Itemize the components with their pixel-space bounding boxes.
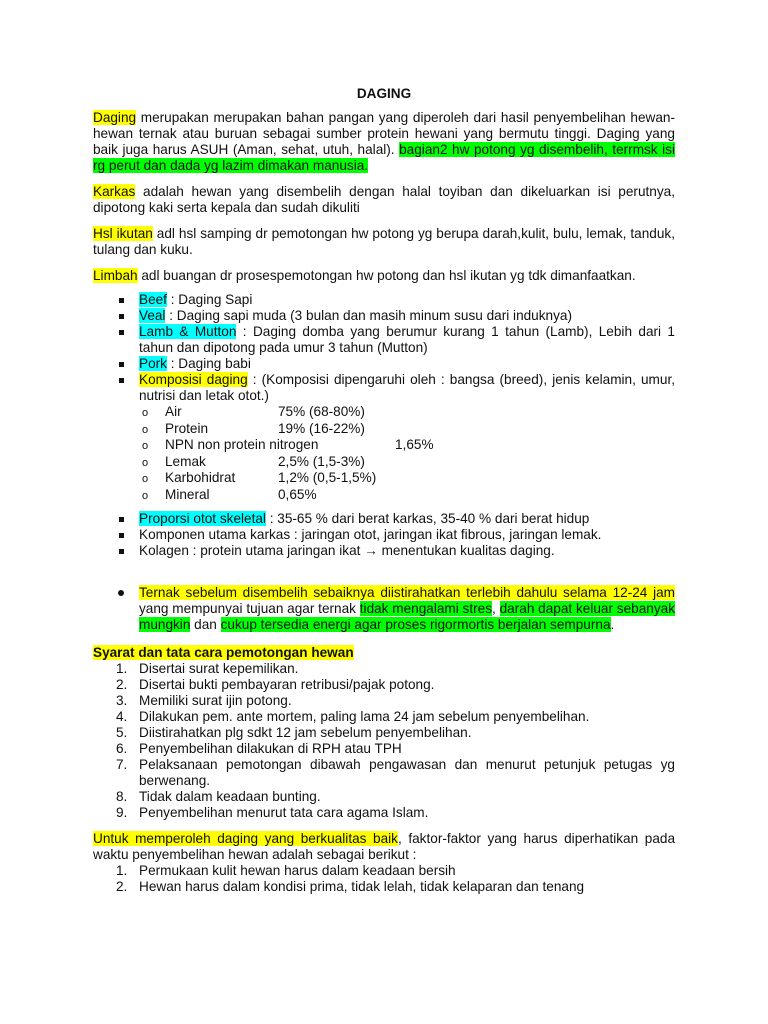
list-item xyxy=(93,789,675,805)
item-number: 3. xyxy=(116,693,128,708)
hsl-ikutan-text: adl hsl samping dr pemotongan hw potong yg berupa darah,kulit, bulu, lemak, tanduk, tulang dan kuku. xyxy=(93,226,675,257)
list-item-kolagen: Kolagen : protein utama jaringan ikat → menentukan kualitas daging. xyxy=(93,543,675,559)
item-number: 7. xyxy=(116,757,128,772)
syarat-list xyxy=(93,661,675,821)
kualitas-list xyxy=(93,863,675,895)
paragraph-hsl-ikutan xyxy=(93,226,675,258)
paragraph-daging xyxy=(93,110,675,174)
list-item xyxy=(93,725,675,741)
term-komposisi: Komposisi daging xyxy=(139,372,248,387)
proporsi-text: : 35-65 % dari berat karkas, 35-40 % dari berat hidup xyxy=(265,511,590,526)
composition-name: Air xyxy=(165,404,182,419)
syarat-heading-text: Syarat dan tata cara pemotongan hewan xyxy=(93,645,354,660)
ternak-highlight-blood: darah dapat keluar sebanyak mungkin xyxy=(139,601,676,632)
document-body xyxy=(93,86,675,895)
item-number: 4. xyxy=(116,709,128,724)
list-item xyxy=(93,677,675,693)
composition-row xyxy=(139,421,675,438)
composition-name: Karbohidrat xyxy=(165,470,236,485)
term-proporsi: Proporsi otot skeletal xyxy=(139,511,266,526)
term-beef: Beef xyxy=(139,292,167,307)
item-text: Memiliki surat ijin potong. xyxy=(139,693,292,708)
item-text: Disertai surat kepemilikan. xyxy=(139,661,299,676)
composition-list xyxy=(139,404,675,503)
composition-value: 75% (68-80%) xyxy=(278,404,365,419)
item-number: 5. xyxy=(116,725,128,740)
item-number: 9. xyxy=(116,805,128,820)
lamb-mutton-text: : Daging domba yang berumur kurang 1 tahun (Lamb), Lebih dari 1 tahun dan dipotong pada umur 3 tahun (Mutton) xyxy=(139,324,675,355)
item-number: 6. xyxy=(116,741,128,756)
list-item xyxy=(93,693,675,709)
term-daging: Daging xyxy=(93,110,137,125)
composition-value: 0,65% xyxy=(278,486,317,502)
list-item-beef xyxy=(93,292,675,308)
document-title: DAGING xyxy=(356,86,412,101)
list-item xyxy=(93,863,675,879)
term-veal: Veal xyxy=(139,308,166,323)
composition-row xyxy=(139,487,675,504)
meat-types-list xyxy=(93,292,675,559)
pork-text: : Daging babi xyxy=(166,356,251,371)
composition-name: Protein xyxy=(165,420,209,436)
item-text: Pelaksanaan pemotongan dibawah pengawasan dan menurut petunjuk petugas yg berwenang. xyxy=(139,757,675,788)
item-number: 1. xyxy=(116,863,128,878)
list-item-veal xyxy=(93,308,675,324)
item-number: 1. xyxy=(116,661,128,676)
item-text: Dilakukan pem. ante mortem, paling lama 24 jam sebelum penyembelihan. xyxy=(139,709,590,724)
beef-text: : Daging Sapi xyxy=(166,292,253,307)
item-text: Penyembelihan dilakukan di RPH atau TPH xyxy=(139,741,402,756)
item-number: 8. xyxy=(116,789,128,804)
ternak-text: yang mempunyai tujuan agar ternak xyxy=(139,601,360,616)
komposisi-text: : (Komposisi dipengaruhi oleh : bangsa (breed), jenis kelamin, umur, nutrisi dan letak otot.) xyxy=(139,372,675,403)
paragraph-kualitas xyxy=(93,831,675,863)
list-item-pork xyxy=(93,356,675,372)
limbah-text: adl buangan dr prosespemotongan hw potong dan hsl ikutan yg tdk dimanfaatkan. xyxy=(137,268,636,283)
ternak-list xyxy=(93,585,675,633)
item-text: Disertai bukti pembayaran retribusi/pajak potong. xyxy=(139,677,435,692)
composition-name: Lemak xyxy=(165,453,206,469)
composition-row xyxy=(139,470,675,487)
spacer xyxy=(139,503,675,511)
composition-value: 19% (16-22%) xyxy=(278,420,365,436)
composition-name: Mineral xyxy=(165,486,210,502)
kualitas-text: , faktor-faktor yang harus diperhatikan pada waktu penyembelihan hewan adalah sebagai berikut : xyxy=(93,831,675,862)
ternak-text: , xyxy=(492,601,500,616)
ternak-highlight-rest: Ternak sebelum disembelih sebaiknya diistirahatkan terlebih dahulu selama 12-24 jam xyxy=(139,585,675,600)
item-number: 2. xyxy=(116,677,128,692)
list-item-lamb-mutton xyxy=(93,324,675,356)
term-pork: Pork xyxy=(139,356,167,371)
item-text: Tidak dalam keadaan bunting. xyxy=(139,789,321,804)
term-limbah: Limbah xyxy=(93,268,138,283)
paragraph-karkas xyxy=(93,184,675,216)
item-text: Permukaan kulit hewan harus dalam keadaan bersih xyxy=(139,863,456,878)
composition-value: 1,2% (0,5-1,5%) xyxy=(278,470,377,485)
list-item-ternak xyxy=(93,585,675,633)
item-number: 2. xyxy=(116,879,128,894)
ternak-text: . xyxy=(610,617,615,632)
section-heading-syarat xyxy=(93,645,675,661)
composition-row xyxy=(139,437,675,454)
list-item xyxy=(93,661,675,677)
daging-highlight: bagian2 hw potong yg disembelih, terrmsk isi rg perut dan dada yg lazim dimakan manusia. xyxy=(93,142,675,173)
ternak-highlight-stress: tidak mengalami stres xyxy=(359,601,493,616)
term-karkas: Karkas xyxy=(93,184,136,199)
paragraph-limbah xyxy=(93,268,675,284)
list-item xyxy=(93,709,675,725)
composition-row xyxy=(139,404,675,421)
ternak-highlight-energy: cukup tersedia energi agar proses rigormortis berjalan sempurna xyxy=(220,617,611,632)
list-item xyxy=(93,757,675,789)
composition-row xyxy=(139,454,675,471)
composition-name: NPN non protein nitrogen xyxy=(165,437,319,452)
item-text: Diistirahatkan plg sdkt 12 jam sebelum penyembelihan. xyxy=(139,725,472,740)
daging-text: merupakan merupakan bahan pangan yang diperoleh dari hasil penyembelihan hewan-hewan ternak atau buruan sebagai sumber protein hewani yang bermutu tinggi. Daging yang baik juga harus ASUH (Aman, sehat, utuh, halal). xyxy=(93,110,675,157)
list-item-proporsi xyxy=(93,511,675,527)
term-lamb-mutton: Lamb & Mutton xyxy=(139,324,237,339)
list-item xyxy=(93,879,675,895)
term-hsl-ikutan: Hsl ikutan xyxy=(93,226,153,241)
karkas-text: adalah hewan yang disembelih dengan halal toyiban dan dikeluarkan isi perutnya, dipotong kaki serta kepala dan sudah dikuliti xyxy=(93,184,675,215)
ternak-text: dan xyxy=(190,617,221,632)
list-item-komponen: Komponen utama karkas : jaringan otot, jaringan ikat fibrous, jaringan lemak. xyxy=(93,527,675,543)
list-item-komposisi xyxy=(93,372,675,511)
composition-value: 1,65% xyxy=(395,437,434,452)
kualitas-highlight: Untuk memperoleh daging yang berkualitas baik xyxy=(93,831,398,846)
list-item xyxy=(93,741,675,757)
composition-value: 2,5% (1,5-3%) xyxy=(278,453,365,469)
veal-text: : Daging sapi muda (3 bulan dan masih minum susu dari induknya) xyxy=(165,308,572,323)
item-text: Penyembelihan menurut tata cara agama Islam. xyxy=(139,805,429,820)
list-item xyxy=(93,805,675,821)
item-text: Hewan harus dalam kondisi prima, tidak lelah, tidak kelaparan dan tenang xyxy=(139,879,585,894)
